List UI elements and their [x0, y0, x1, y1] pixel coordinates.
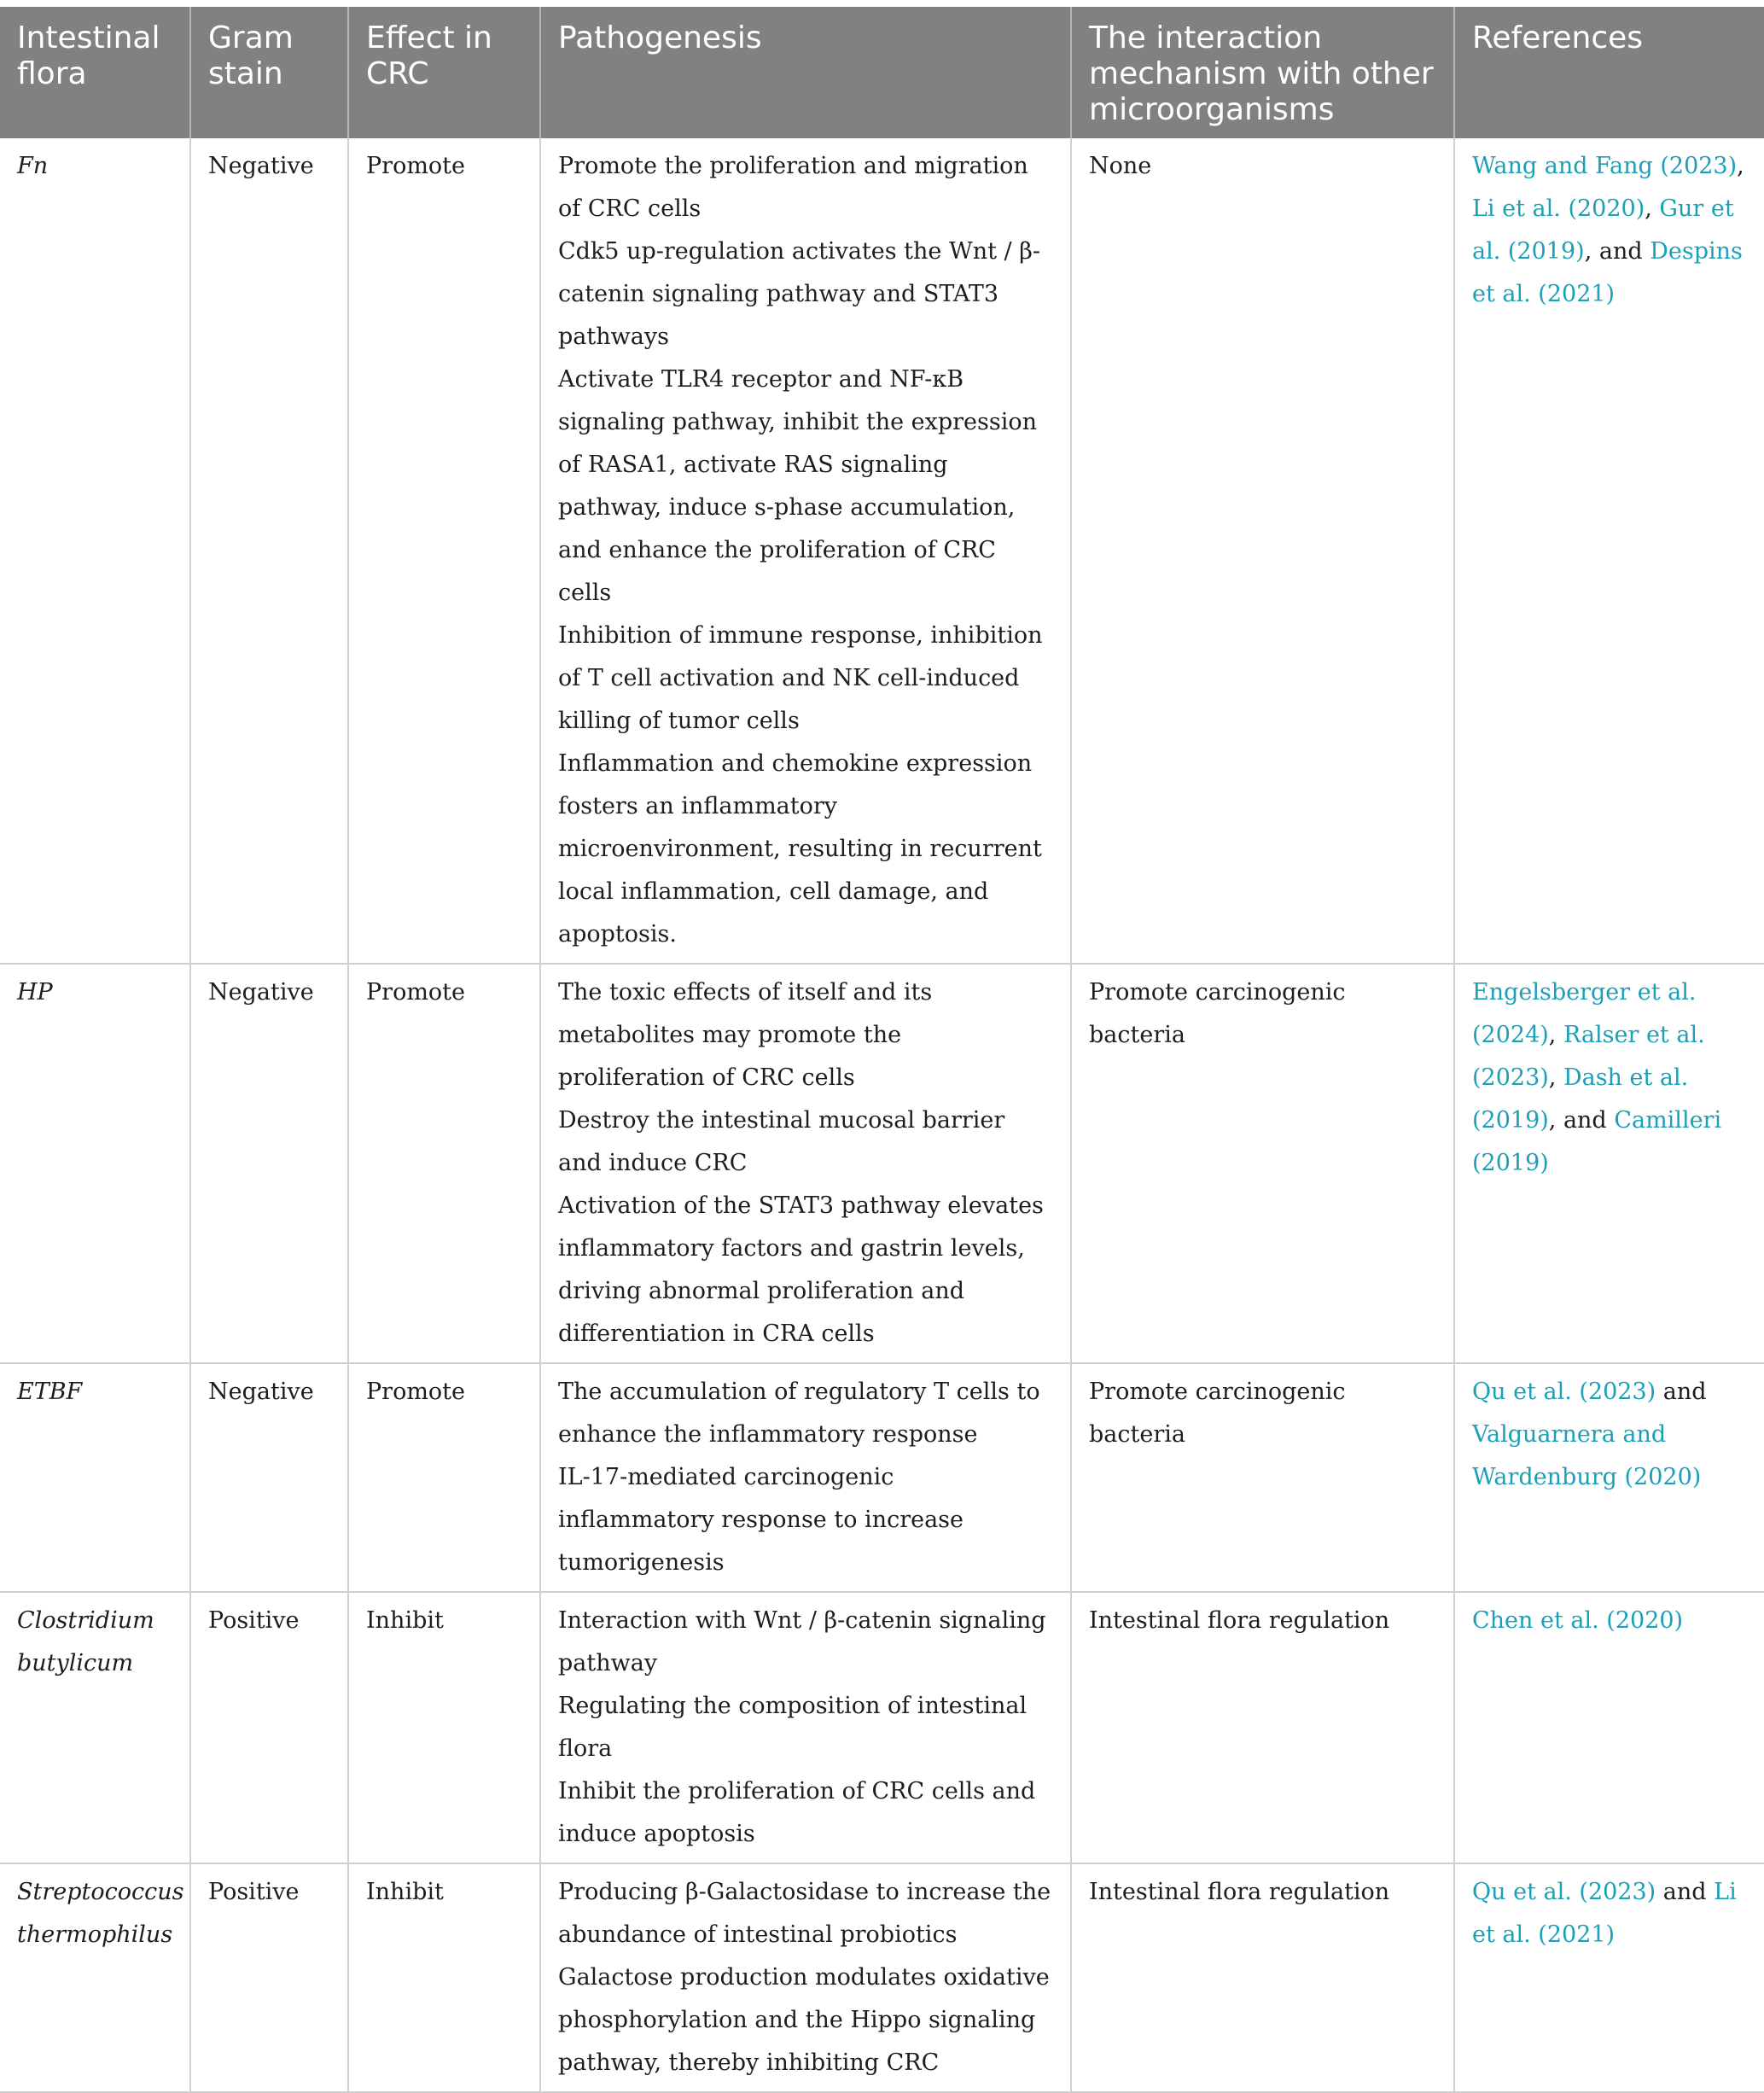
references-cell	[1454, 1592, 1764, 1863]
reference-link[interactable]: Gur et al. (2019)	[1472, 195, 1734, 265]
references-cell	[1454, 1363, 1764, 1592]
table-row	[0, 964, 1764, 1363]
pathogenesis-item: Inflammation and chemokine expression fosters an inflammatory microenvironment, resulting in recurrent local inflammation, cell damage, and apoptosis.	[558, 750, 1042, 947]
effect-cell: Promote	[348, 964, 540, 1363]
interaction-cell: Promote carcinogenic bacteria	[1071, 964, 1454, 1363]
reference-link[interactable]: Qu et al. (2023)	[1472, 1879, 1656, 1905]
pathogenesis-item: Inhibit the proliferation of CRC cells and induce apoptosis	[558, 1778, 1036, 1847]
table-row	[0, 1863, 1764, 2092]
table-row	[0, 1592, 1764, 1863]
reference-link[interactable]: Despins et al. (2021)	[1472, 238, 1743, 307]
flora-name-cell: Fn	[0, 138, 190, 964]
references-cell	[1454, 138, 1764, 964]
reference-separator: ,	[1548, 1022, 1563, 1048]
table-row	[0, 1363, 1764, 1592]
reference-link[interactable]: Li et al. (2020)	[1472, 195, 1645, 222]
header-effect-in-crc: Effect in CRC	[348, 7, 540, 138]
reference-separator: , and	[1584, 238, 1650, 265]
interaction-cell: Promote carcinogenic bacteria	[1071, 1363, 1454, 1592]
pathogenesis-item: Interaction with Wnt / β-catenin signaling pathway	[558, 1607, 1046, 1676]
table-row	[0, 138, 1764, 964]
gram-stain-cell: Negative	[190, 1363, 348, 1592]
interaction-cell: Intestinal flora regulation	[1071, 1592, 1454, 1863]
header-references: References	[1454, 7, 1764, 138]
interaction-cell: Intestinal flora regulation	[1071, 1863, 1454, 2092]
pathogenesis-item: Activate TLR4 receptor and NF-κB signaling pathway, inhibit the expression of RASA1, activate RAS signaling pathway, induce s-phase accumulation, and enhance the proliferation of CRC cells	[558, 366, 1038, 606]
pathogenesis-item: Inhibition of immune response, inhibition of T cell activation and NK cell-induced killing of tumor cells	[558, 622, 1043, 734]
reference-link[interactable]: Chen et al. (2020)	[1472, 1607, 1684, 1634]
pathogenesis-cell	[540, 1592, 1071, 1863]
reference-separator: and	[1656, 1879, 1715, 1905]
pathogenesis-item: Promote the proliferation and migration of CRC cells	[558, 153, 1028, 222]
reference-link[interactable]: Qu et al. (2023)	[1472, 1379, 1656, 1405]
flora-name-cell: HP	[0, 964, 190, 1363]
pathogenesis-item: Activation of the STAT3 pathway elevates inflammatory factors and gastrin levels, driving abnormal proliferation and differentiation in CRA cells	[558, 1192, 1044, 1347]
flora-name-cell: ETBF	[0, 1363, 190, 1592]
effect-cell: Promote	[348, 138, 540, 964]
pathogenesis-item: The toxic effects of itself and its metabolites may promote the proliferation of CRC cells	[558, 979, 933, 1091]
pathogenesis-item: The accumulation of regulatory T cells to enhance the inflammatory response	[558, 1379, 1040, 1448]
flora-name-cell: Streptococcus thermophilus	[0, 1863, 190, 2092]
reference-link[interactable]: Wang and Fang (2023)	[1472, 153, 1738, 179]
references-cell	[1454, 1863, 1764, 2092]
pathogenesis-item: Regulating the composition of intestinal flora	[558, 1693, 1028, 1762]
gram-stain-cell: Positive	[190, 1592, 348, 1863]
interaction-cell: None	[1071, 138, 1454, 964]
pathogenesis-item: Destroy the intestinal mucosal barrier and induce CRC	[558, 1107, 1005, 1176]
reference-separator: ,	[1737, 153, 1744, 179]
reference-link[interactable]: Engelsberger et al. (2024)	[1472, 979, 1697, 1048]
table-header	[0, 7, 1764, 138]
reference-separator: ,	[1645, 195, 1660, 222]
pathogenesis-item: Cdk5 up-regulation activates the Wnt / β-catenin signaling pathway and STAT3 pathways	[558, 238, 1040, 350]
reference-link[interactable]: Ralser et al. (2023)	[1472, 1022, 1705, 1091]
header-interaction-mechanism: The interaction mechanism with other microorganisms	[1071, 7, 1454, 138]
reference-separator: and	[1656, 1379, 1707, 1405]
effect-cell: Inhibit	[348, 1863, 540, 2092]
pathogenesis-cell	[540, 964, 1071, 1363]
pathogenesis-cell	[540, 1863, 1071, 2092]
header-pathogenesis: Pathogenesis	[540, 7, 1071, 138]
effect-cell: Inhibit	[348, 1592, 540, 1863]
table-body	[0, 138, 1764, 2092]
reference-separator: , and	[1548, 1107, 1615, 1134]
pathogenesis-cell	[540, 1363, 1071, 1592]
reference-link[interactable]: Li et al. (2021)	[1472, 1879, 1737, 1948]
pathogenesis-item: Galactose production modulates oxidative phosphorylation and the Hippo signaling pathway, thereby inhibiting CRC	[558, 1964, 1050, 2076]
intestinal-flora-table	[0, 7, 1764, 2093]
reference-separator: ,	[1548, 1064, 1563, 1091]
pathogenesis-item: IL-17-mediated carcinogenic inflammatory response to increase tumorigenesis	[558, 1464, 964, 1576]
reference-link[interactable]: Camilleri (2019)	[1472, 1107, 1722, 1176]
reference-link[interactable]: Valguarnera and Wardenburg (2020)	[1472, 1421, 1702, 1490]
pathogenesis-item: Producing β-Galactosidase to increase the abundance of intestinal probiotics	[558, 1879, 1051, 1948]
header-row	[0, 7, 1764, 138]
effect-cell: Promote	[348, 1363, 540, 1592]
pathogenesis-cell	[540, 138, 1071, 964]
gram-stain-cell: Positive	[190, 1863, 348, 2092]
header-gram-stain: Gram stain	[190, 7, 348, 138]
reference-link[interactable]: Dash et al. (2019)	[1472, 1064, 1689, 1134]
header-intestinal-flora: Intestinal flora	[0, 7, 190, 138]
flora-name-cell: Clostridium butylicum	[0, 1592, 190, 1863]
gram-stain-cell: Negative	[190, 964, 348, 1363]
references-cell	[1454, 964, 1764, 1363]
gram-stain-cell: Negative	[190, 138, 348, 964]
